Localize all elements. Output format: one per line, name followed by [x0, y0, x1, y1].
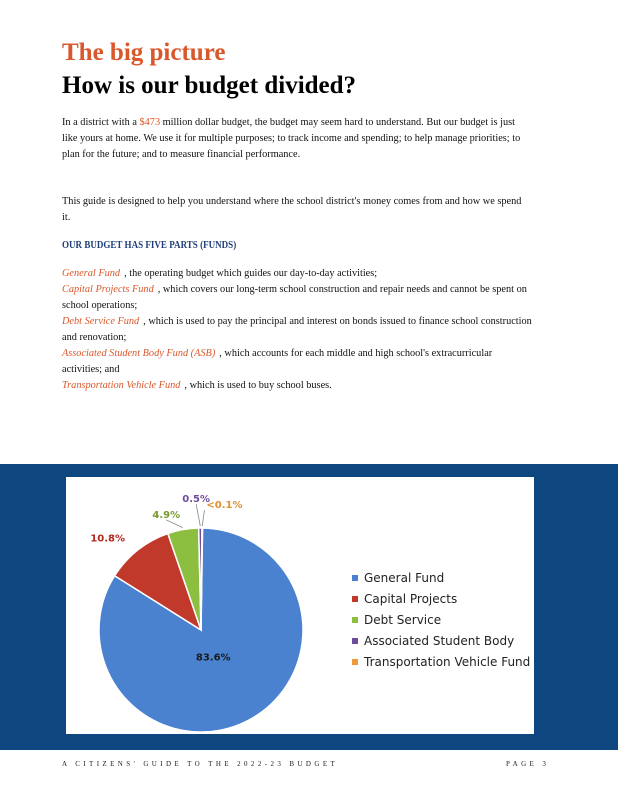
- pie-leader-line: [202, 510, 204, 526]
- legend-swatch: [352, 596, 358, 602]
- legend-label: General Fund: [364, 570, 445, 585]
- fund-description: , which is used to buy school buses.: [184, 380, 332, 391]
- legend-item: [352, 630, 530, 651]
- pie-data-label: 4.9%: [152, 509, 181, 521]
- footer-guide-title: A CITIZENS' GUIDE TO THE 2022-23 BUDGET: [62, 760, 339, 768]
- chart-legend: [352, 567, 530, 672]
- legend-item: [352, 609, 530, 630]
- fund-item-capital-projects: [62, 282, 532, 314]
- fund-description: , which covers our long-term school construction and repair needs and cannot be spent on school operations;: [62, 284, 527, 311]
- legend-item: [352, 651, 530, 672]
- intro-text-before: In a district with a: [62, 117, 137, 128]
- fund-name: General Fund: [62, 268, 121, 279]
- pie-leader-line: [166, 520, 182, 528]
- page-title: How is our budget divided?: [62, 72, 357, 99]
- legend-item: [352, 567, 530, 588]
- fund-name: Capital Projects Fund: [62, 284, 154, 295]
- pie-data-label: 83.6%: [195, 652, 231, 664]
- legend-swatch: [352, 638, 358, 644]
- legend-label: Debt Service: [364, 612, 442, 627]
- funds-heading: OUR BUDGET HAS FIVE PARTS (FUNDS): [62, 240, 237, 251]
- legend-label: Associated Student Body: [364, 633, 515, 648]
- section-kicker: The big picture: [62, 39, 226, 66]
- fund-name: Transportation Vehicle Fund: [62, 380, 181, 391]
- legend-label: Capital Projects: [364, 591, 458, 606]
- legend-item: [352, 588, 530, 609]
- fund-item-debt-service: [62, 314, 532, 346]
- legend-swatch: [352, 659, 358, 665]
- intro-text-after: million dollar budget, the budget may seem hard to understand. But our budget is just like yours at home. We use it for multiple purposes; to track income and spending; to help manage priorities; to plan for the future; and to measure financial performance.: [62, 117, 521, 160]
- footer-page-number: PAGE 3: [506, 760, 550, 768]
- intro-paragraph-2: This guide is designed to help you understand where the school district's money comes from and how we spend it.: [62, 196, 522, 223]
- legend-swatch: [352, 575, 358, 581]
- fund-item-asb: [62, 346, 532, 378]
- budget-pie-chart: [66, 477, 534, 734]
- fund-name: Associated Student Body Fund (ASB): [62, 348, 216, 359]
- fund-item-general: [62, 266, 532, 282]
- fund-item-transportation: [62, 378, 532, 394]
- fund-description: , which accounts for each middle and high school's extracurricular activities; and: [62, 348, 493, 375]
- pie-data-label: <0.1%: [206, 500, 243, 512]
- pie-data-label: 10.8%: [90, 533, 126, 545]
- fund-description: , the operating budget which guides our day-to-day activities;: [124, 268, 378, 279]
- funds-list: [62, 266, 532, 394]
- pie-data-label: 0.5%: [182, 494, 210, 506]
- fund-name: Debt Service Fund: [62, 316, 140, 327]
- fund-description: , which is used to pay the principal and interest on bonds issued to finance school construction and renovation;: [62, 316, 532, 343]
- legend-label: Transportation Vehicle Fund: [364, 654, 531, 669]
- budget-amount: $473: [139, 117, 161, 128]
- intro-paragraph-1: [62, 115, 524, 163]
- legend-swatch: [352, 617, 358, 623]
- pie-leader-line: [196, 504, 200, 526]
